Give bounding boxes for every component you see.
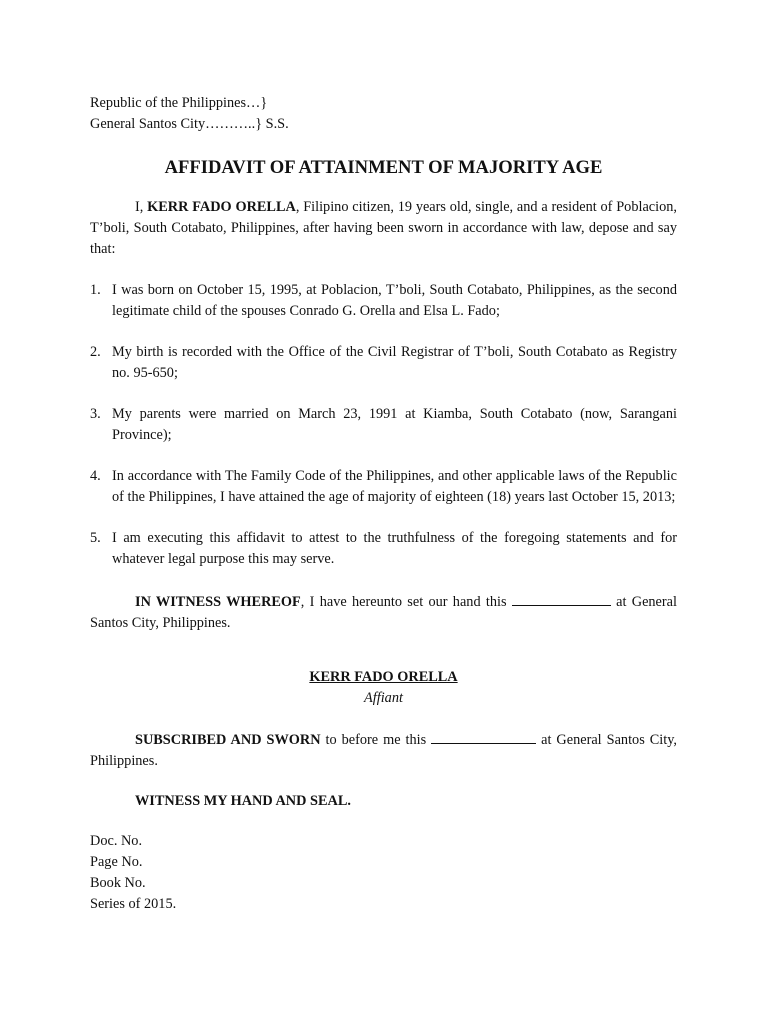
statement-text: I am executing this affidavit to attest to the truthfulness of the foregoing statements and for whatever legal purpose this may serve.: [112, 530, 677, 567]
witness-after: at General Santos City, Philippines.: [90, 594, 677, 631]
jurat-paragraph: [90, 728, 677, 772]
intro-text: , Filipino citizen, 19 years old, single, and a resident of Poblacion, T’boli, South Cotabato, Philippines, after having been sworn in accordance with law, depose and say that:: [90, 199, 677, 257]
page-no: Page No.: [90, 854, 143, 870]
statement-item: [90, 404, 677, 446]
witness-lead: IN WITNESS WHEREOF: [135, 594, 301, 610]
jurat-after: at General Santos City, Philippines.: [90, 732, 678, 769]
signature-role: Affiant: [364, 690, 403, 706]
doc-no: Doc. No.: [90, 833, 143, 849]
witness-text: , I have hereunto set our hand this: [300, 594, 507, 610]
intro-paragraph: [90, 197, 677, 260]
statement-item: [90, 342, 677, 384]
signature-name: KERR FADO ORELLA: [309, 669, 458, 685]
seal-line: WITNESS MY HAND AND SEAL.: [135, 793, 351, 809]
statement-item: [90, 466, 677, 508]
statement-number: 1.: [90, 282, 101, 298]
jurat-date-blank[interactable]: [431, 728, 536, 744]
statement-text: My parents were married on March 23, 1991 at Kiamba, South Cotabato (now, Sarangani Province);: [112, 406, 677, 443]
signature-block: [90, 667, 677, 709]
document-title: AFFIDAVIT OF ATTAINMENT OF MAJORITY AGE: [164, 157, 603, 178]
jurat-text: to before me this: [320, 732, 427, 748]
statement-item: [90, 280, 677, 322]
book-no: Book No.: [90, 875, 146, 891]
notarial-register: [90, 831, 677, 915]
venue-country: Republic of the Philippines…}: [90, 95, 268, 111]
witness-paragraph: [90, 590, 677, 634]
statement-list: [90, 280, 677, 570]
witness-date-blank[interactable]: [512, 590, 611, 606]
series-year: Series of 2015.: [90, 896, 177, 912]
venue-city: General Santos City………..} S.S.: [90, 116, 289, 132]
affiant-name: KERR FADO ORELLA: [147, 199, 296, 215]
intro-prefix: I,: [135, 199, 148, 215]
jurat-lead: SUBSCRIBED AND SWORN: [135, 732, 321, 748]
statement-number: 5.: [90, 530, 101, 546]
venue-block: [90, 93, 677, 135]
statement-number: 3.: [90, 406, 101, 422]
statement-number: 4.: [90, 468, 101, 484]
affidavit-page: [90, 93, 677, 915]
statement-text: In accordance with The Family Code of the Philippines, and other applicable laws of the Republic of the Philippines, I have attained the age of majority of eighteen (18) years last October 15, 2013;: [112, 468, 677, 505]
statement-text: I was born on October 15, 1995, at Poblacion, T’boli, South Cotabato, Philippines, as the second legitimate child of the spouses Conrado G. Orella and Elsa L. Fado;: [112, 282, 677, 319]
statement-text: My birth is recorded with the Office of the Civil Registrar of T’boli, South Cotabato as Registry no. 95-650;: [112, 344, 677, 381]
statement-item: [90, 528, 677, 570]
statement-number: 2.: [90, 344, 101, 360]
